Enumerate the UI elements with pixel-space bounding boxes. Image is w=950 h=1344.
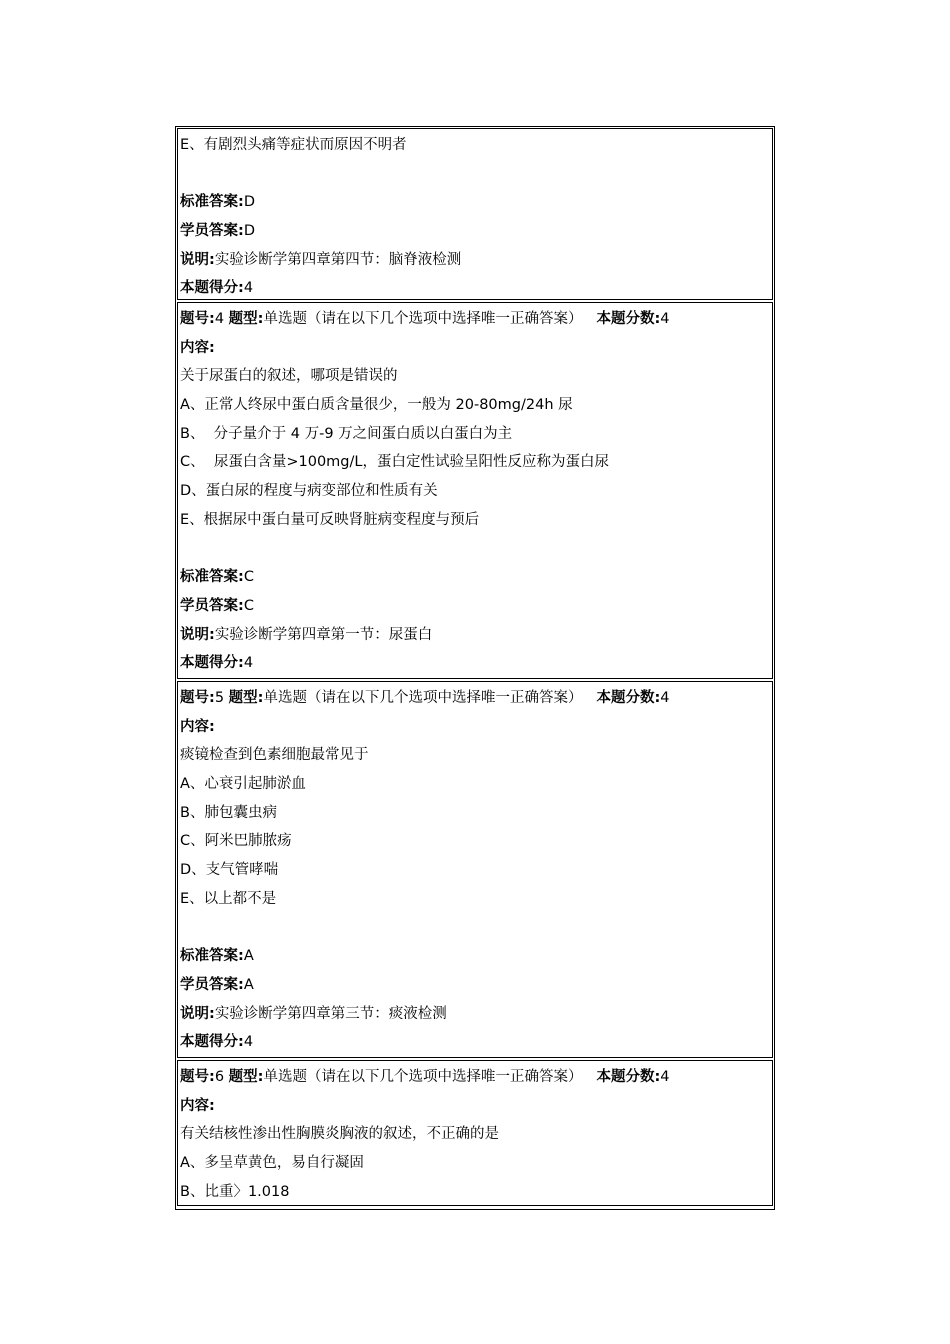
score-value: 4 [660, 1069, 670, 1085]
explanation-value: 实验诊断学第四章第一节：尿蛋白 [214, 626, 433, 643]
explanation-value: 实验诊断学第四章第三节：痰液检测 [214, 1005, 447, 1022]
explanation-row [180, 246, 772, 275]
question-stem: 关于尿蛋白的叙述，哪项是错误的 [180, 368, 398, 385]
option-d: D、蛋白尿的程度与病变部位和性质有关 [180, 483, 438, 500]
option-line: E、有剧烈头痛等症状而原因不明者 [180, 137, 407, 153]
option-a: A、多呈草黄色，易自行凝固 [180, 1155, 364, 1172]
question-no-value: 5 [214, 690, 225, 706]
points-earned-value: 4 [243, 655, 254, 672]
points-earned-row [180, 1028, 772, 1057]
question-header [180, 684, 772, 713]
standard-answer-row [180, 942, 772, 971]
points-earned-label: 本题得分: [180, 1034, 244, 1051]
question-header [180, 305, 772, 334]
student-answer-value: A [243, 976, 254, 993]
points-earned-label: 本题得分: [180, 280, 244, 297]
question-stem: 有关结核性渗出性胸膜炎胸液的叙述，不正确的是 [180, 1126, 499, 1143]
standard-answer-value: D [243, 194, 255, 211]
question-no-label: 题号: [180, 311, 215, 327]
option-a: A、心衰引起肺淤血 [180, 776, 306, 793]
question-block-3 [177, 128, 773, 300]
student-answer-row [180, 971, 772, 1000]
option-e: E、以上都不是 [180, 890, 277, 907]
content-label: 内容: [180, 718, 215, 735]
exam-results-frame [175, 126, 775, 1210]
question-no-label: 题号: [180, 690, 215, 706]
option-d: D、支气管哮喘 [180, 862, 279, 879]
explanation-row [180, 621, 772, 650]
student-answer-label: 学员答案: [180, 597, 244, 614]
question-no-value: 4 [214, 311, 225, 327]
score-label: 本题分数: [596, 1069, 661, 1085]
question-type-value: 单选题（请在以下几个选项中选择唯一正确答案） [263, 690, 583, 706]
explanation-label: 说明: [180, 626, 215, 643]
content-label: 内容: [180, 1097, 215, 1114]
score-label: 本题分数: [596, 690, 661, 706]
question-type-label: 题型: [228, 311, 264, 327]
points-earned-label: 本题得分: [180, 655, 244, 672]
score-value: 4 [660, 311, 670, 327]
question-block-6 [177, 1060, 773, 1206]
standard-answer-label: 标准答案: [180, 948, 244, 965]
student-answer-row [180, 217, 772, 246]
explanation-label: 说明: [180, 1005, 215, 1022]
points-earned-value: 4 [243, 280, 254, 297]
question-no-label: 题号: [180, 1069, 215, 1085]
standard-answer-value: A [243, 948, 254, 965]
points-earned-row [180, 274, 772, 300]
score-label: 本题分数: [596, 311, 661, 327]
question-type-value: 单选题（请在以下几个选项中选择唯一正确答案） [263, 1069, 583, 1085]
standard-answer-row [180, 563, 772, 592]
standard-answer-label: 标准答案: [180, 569, 244, 586]
student-answer-value: C [243, 597, 254, 614]
student-answer-value: D [243, 223, 255, 240]
question-type-value: 单选题（请在以下几个选项中选择唯一正确答案） [263, 311, 583, 327]
question-no-value: 6 [214, 1069, 225, 1085]
option-b: B、肺包囊虫病 [180, 804, 277, 821]
option-c: C、 尿蛋白含量>100mg/L，蛋白定性试验呈阳性反应称为蛋白尿 [180, 454, 609, 471]
explanation-label: 说明: [180, 251, 215, 268]
blank-line [180, 914, 772, 943]
option-c: C、阿米巴肺脓疡 [180, 833, 292, 850]
student-answer-label: 学员答案: [180, 223, 244, 240]
explanation-value: 实验诊断学第四章第四节：脑脊液检测 [214, 251, 462, 268]
standard-answer-row [180, 188, 772, 217]
option-b: B、 分子量介于 4 万-9 万之间蛋白质以白蛋白为主 [180, 425, 513, 442]
question-block-4 [177, 302, 773, 679]
option-a: A、正常人终尿中蛋白质含量很少，一般为 20-80mg/24h 尿 [180, 397, 573, 414]
standard-answer-value: C [243, 569, 254, 586]
points-earned-value: 4 [243, 1034, 254, 1051]
question-type-label: 题型: [228, 1069, 264, 1085]
question-header [180, 1063, 772, 1092]
question-type-label: 题型: [228, 690, 264, 706]
score-value: 4 [660, 690, 670, 706]
question-stem: 痰镜检查到色素细胞最常见于 [180, 747, 369, 764]
standard-answer-label: 标准答案: [180, 194, 244, 211]
student-answer-label: 学员答案: [180, 976, 244, 993]
blank-line [180, 160, 772, 189]
content-label: 内容: [180, 339, 215, 356]
points-earned-row [180, 649, 772, 678]
option-b: B、比重〉1.018 [180, 1183, 290, 1200]
blank-line [180, 535, 772, 564]
question-block-5 [177, 681, 773, 1058]
student-answer-row [180, 592, 772, 621]
explanation-row [180, 1000, 772, 1029]
option-e: E、根据尿中蛋白量可反映肾脏病变程度与预后 [180, 511, 480, 528]
